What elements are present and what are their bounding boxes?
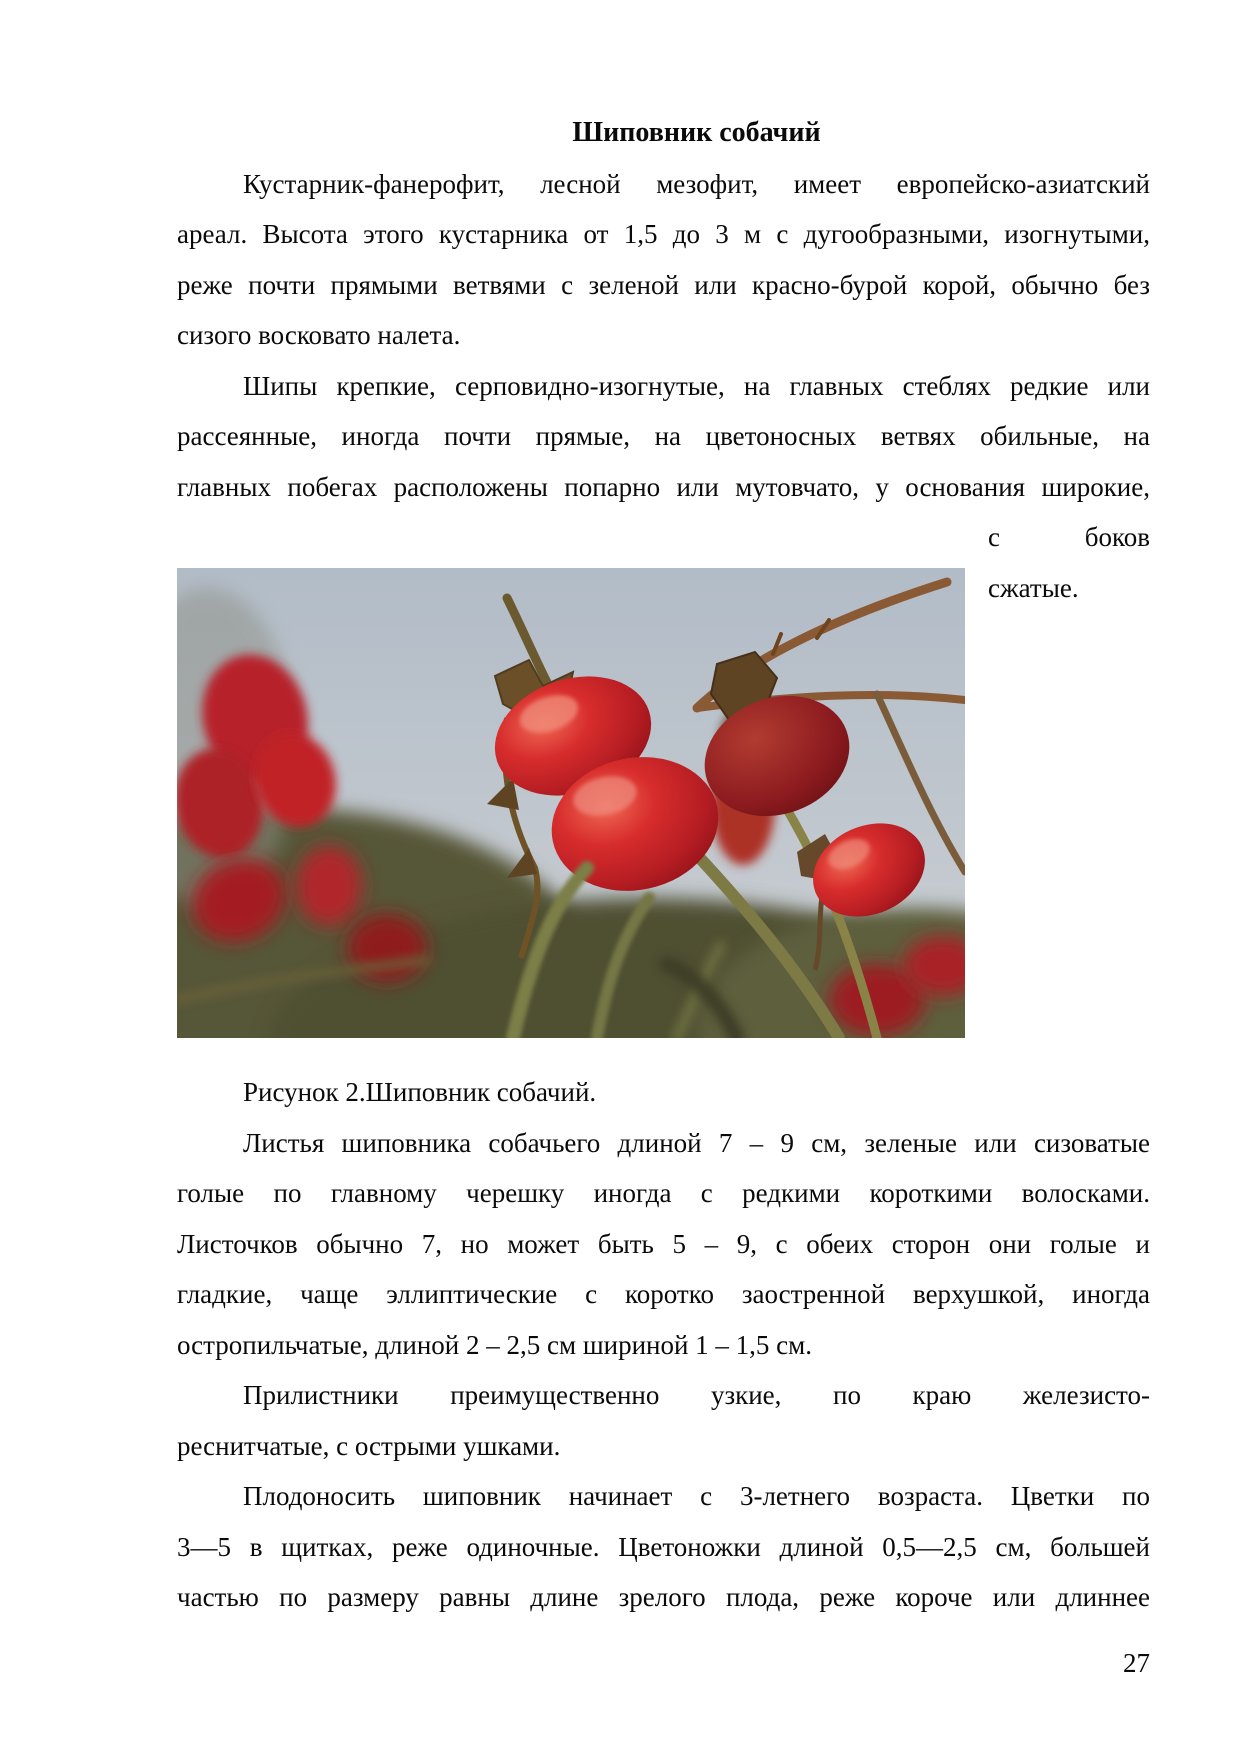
page-title: Шиповник собачий — [572, 117, 821, 148]
text-line: реснитчатые, с острыми ушками. — [177, 1430, 561, 1461]
text-line: рассеянные, иногда почти прямые, на цветоносных ветвях обильные, на — [177, 421, 1150, 451]
text-wrap-column — [988, 512, 1150, 613]
text-line: реже почти прямыми ветвями с зеленой или красно-бурой корой, обычно без — [177, 269, 1150, 300]
text-line: Прилистники преимущественно узкие, по краю железисто- — [243, 1380, 1150, 1410]
lower-text-block — [177, 1067, 1150, 1623]
text-line: Листья шиповника собачьего длиной 7 – 9 см, зеленые или сизоватые — [243, 1127, 1150, 1158]
text-line: с боков — [988, 522, 1150, 552]
text-line: сжатые. — [988, 572, 1079, 603]
rosehip-photo-illustration — [177, 568, 965, 1038]
text-line: сизого восковато налета. — [177, 320, 461, 350]
text-line: главных побегах расположены попарно или мутовчато, у основания широкие, — [177, 471, 1150, 502]
text-line: ареал. Высота этого кустарника от 1,5 до 3 м с дугообразными, изогнутыми, — [177, 219, 1150, 249]
upper-text-block — [177, 108, 1150, 512]
text-line: Плодоносить шиповник начинает с 3-летнего возраста. Цветки по — [243, 1481, 1150, 1511]
text-line: Кустарник-фанерофит, лесной мезофит, имеет европейско-азиатский — [243, 168, 1150, 199]
rosehip-photo — [177, 568, 965, 1038]
text-line: голые по главному черешку иногда с редкими короткими волосками. — [177, 1178, 1150, 1208]
text-line: 3—5 в щитках, реже одиночные. Цветоножки длиной 0,5—2,5 см, большей — [177, 1531, 1150, 1562]
figure-caption: Рисунок 2.Шиповник собачий. — [243, 1077, 597, 1107]
text-line: Листочков обычно 7, но может быть 5 – 9, с обеих сторон они голые и — [177, 1228, 1150, 1259]
text-line: частью по размеру равны длине зрелого плода, реже короче или длиннее — [177, 1582, 1150, 1612]
page-number: 27 — [1123, 1648, 1150, 1678]
text-line: гладкие, чаще эллиптические с коротко заостренной верхушкой, иногда — [177, 1279, 1150, 1309]
text-line: остропильчатые, длиной 2 – 2,5 см шириной 1 – 1,5 см. — [177, 1329, 812, 1360]
text-line: Шипы крепкие, серповидно-изогнутые, на главных стеблях редкие или — [243, 370, 1150, 401]
